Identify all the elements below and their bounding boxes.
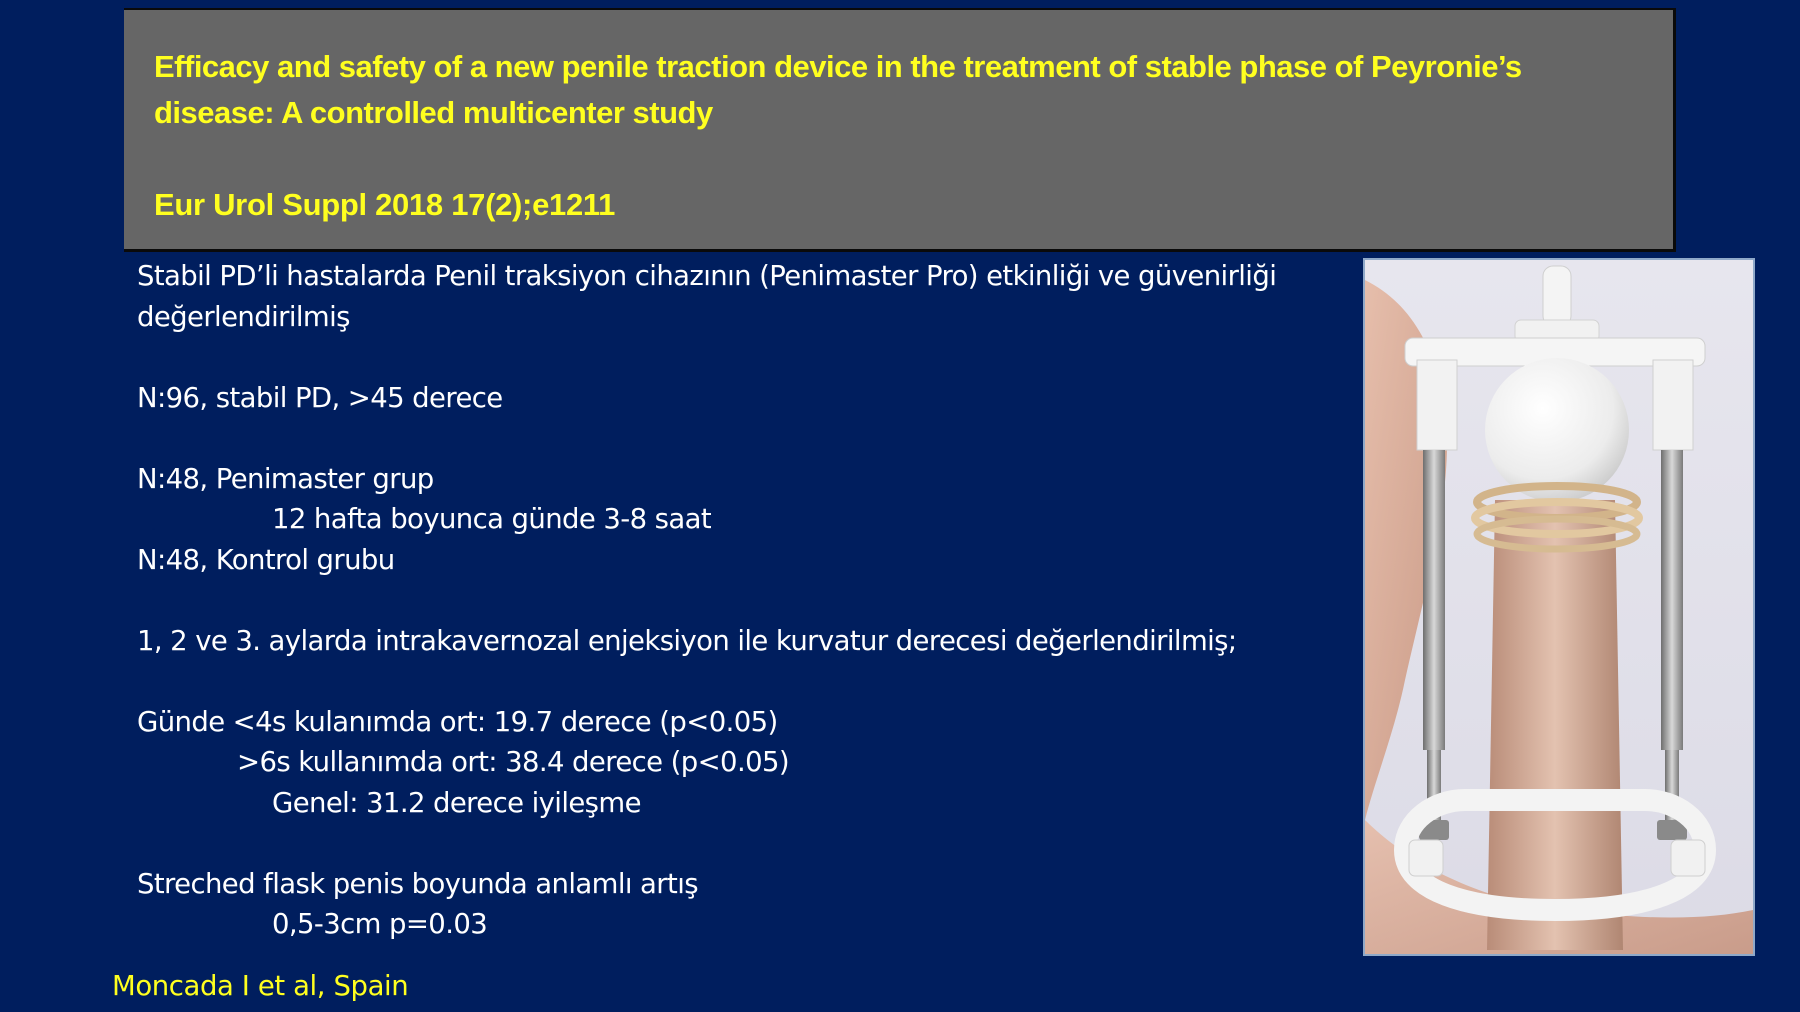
body-line-length-value: 0,5-3cm p=0.03 (272, 908, 488, 940)
title-box (124, 8, 1676, 252)
body-line-result-over-6h: >6s kullanımda ort: 38.4 derece (p<0.05) (237, 746, 790, 778)
citation: Moncada I et al, Spain (112, 970, 409, 1002)
body-line-control-group: N:48, Kontrol grubu (137, 543, 395, 576)
slide-body (137, 256, 1337, 945)
body-line-intro: Stabil PD’li hastalarda Penil traksiyon cihazının (Penimaster Pro) etkinliği ve güvenirliği (137, 260, 1277, 292)
body-line-result-overall: Genel: 31.2 derece iyileşme (272, 786, 641, 819)
body-line-assessment: 1, 2 ve 3. aylarda intrakavernozal enjeksiyon ile kurvatur derecesi değerlendirilmiş; (137, 624, 1237, 657)
body-line-sample-size: N:96, stabil PD, >45 derece (137, 381, 503, 414)
body-line-treatment-duration: 12 hafta boyunca günde 3-8 saat (272, 503, 712, 535)
body-line-result-under-4h: Günde <4s kulanımda ort: 19.7 derece (p<0.05) (137, 705, 778, 738)
slide-title: Efficacy and safety of a new penile traction device in the treatment of stable phase of Peyronie’s disease: A controlled multicenter study (154, 49, 1522, 130)
traction-device-illustration (1365, 260, 1753, 954)
body-line-treatment-group: N:48, Penimaster grup (137, 462, 434, 495)
body-line-intro-cont: değerlendirilmiş (137, 300, 350, 333)
body-line-length: Streched flask penis boyunda anlamlı artış (137, 867, 698, 900)
journal-reference: Eur Urol Suppl 2018 17(2);e1211 (154, 187, 616, 222)
device-photo (1363, 258, 1755, 956)
